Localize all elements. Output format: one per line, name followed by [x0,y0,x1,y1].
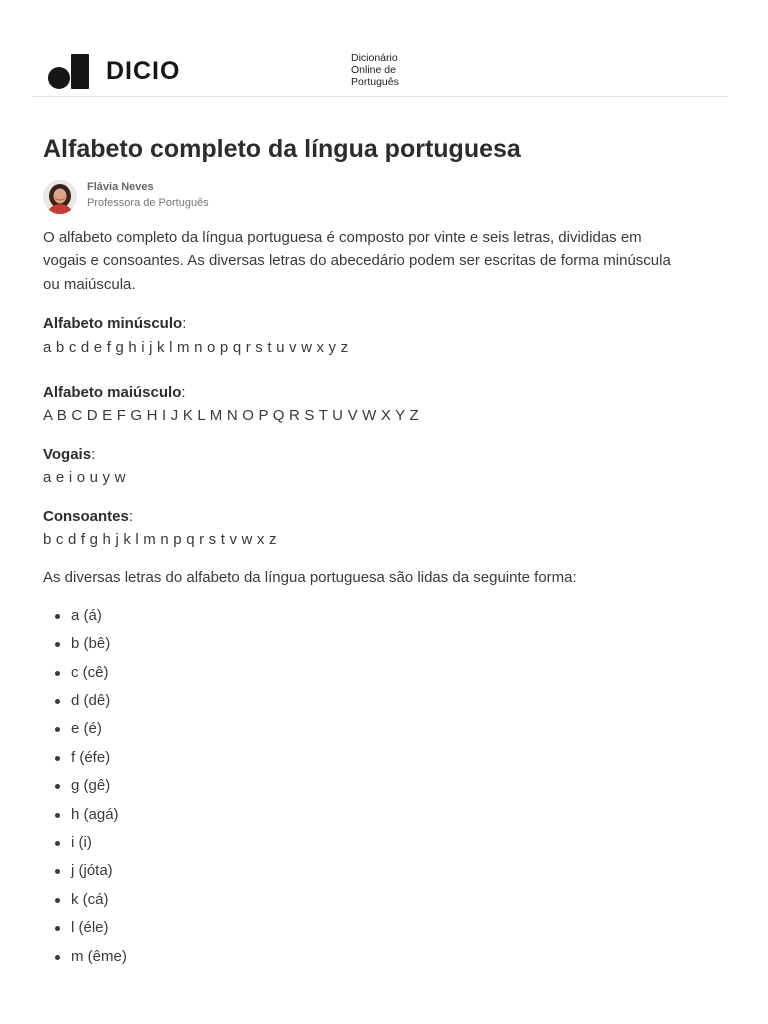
section-letters: a e i o u y w [43,469,126,487]
list-item: h (agá) [53,801,683,829]
dicio-logo[interactable] [48,54,208,90]
section-heading: Consoantes [43,507,129,525]
list-item: m (ême) [53,943,683,971]
section-letters: b c d f g h j k l m n p q r s t v w x z [43,531,277,549]
list-item: d (dê) [53,687,683,715]
tagline-line: Dicionário [351,52,398,64]
site-tagline [351,52,471,88]
section-heading: Alfabeto minúsculo [43,315,183,333]
section-heading: Vogais [43,445,92,463]
section-vowels [43,443,683,490]
author-role: Professora de Português [87,197,209,209]
list-item: i (i) [53,829,683,857]
heading-colon: : [182,315,187,333]
section-letters: a b c d e f g h i j k l m n o p q r s t u v w x y z [43,338,349,356]
pronunciation-intro: As diversas letras do alfabeto da língua portuguesa são lidas da seguinte forma: [43,569,577,587]
list-item: j (jóta) [53,857,683,885]
list-item: c (cê) [53,659,683,687]
logo-text: DICIO [106,57,181,85]
author-avatar[interactable] [43,180,77,214]
avatar-portrait-icon [43,180,77,214]
list-item: g (gê) [53,772,683,800]
section-lowercase [43,312,683,359]
article-body [43,226,683,971]
list-item: e (é) [53,715,683,743]
tagline-line: Online de [351,64,396,76]
section-heading: Alfabeto maiúsculo [43,384,182,402]
page-title: Alfabeto completo da língua portuguesa [43,135,521,163]
list-item: b (bê) [53,630,683,658]
list-item: l (éle) [53,914,683,942]
section-letters: A B C D E F G H I J K L M N O P Q R S T U V W X Y Z [43,407,419,425]
author-name[interactable]: Flávia Neves [87,181,154,193]
list-item: f (éfe) [53,744,683,772]
list-item: a (á) [53,602,683,630]
section-consonants [43,505,683,552]
logo-mark-icon [48,54,90,90]
pronunciation-list [43,602,683,971]
heading-colon: : [181,384,186,402]
tagline-line: Português [351,76,399,88]
site-header [32,0,728,97]
section-uppercase [43,381,683,428]
intro-paragraph: O alfabeto completo da língua portuguesa é composto por vinte e seis letras, divididas em vogais e consoantes. As diversas letras do abecedário podem ser escritas de forma minúscula ou maiúscula. [43,229,671,293]
heading-colon: : [128,507,134,525]
list-item: k (cá) [53,886,683,914]
heading-colon: : [91,445,96,463]
